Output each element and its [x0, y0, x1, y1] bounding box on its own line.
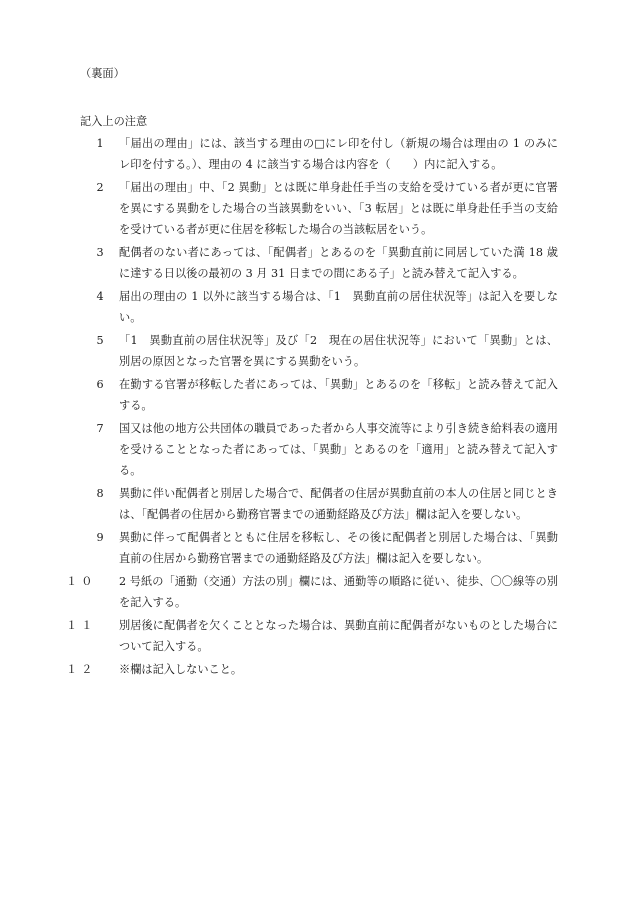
note-text: 異動に伴って配偶者とともに住居を移転し、その後に配偶者と別居した場合は、「異動直前の住居から勤務官署までの通勤経路及び方法」欄は記入を要しない。: [119, 531, 558, 565]
note-text: 「届出の理由」中、「2 異動」とは既に単身赴任手当の支給を受けている者が更に官署を異にする異動をした場合の当該異動をいい、「3 転居」とは既に単身赴任手当の支給を受けている者が更に住居を移転した場合の当該転居をいう。: [119, 181, 558, 236]
note-number: 1: [96, 137, 104, 150]
note-number: 7: [96, 422, 104, 435]
note-text: ※欄は記入しないこと。: [119, 663, 243, 676]
note-item-1: [78, 133, 581, 175]
note-number: 8: [96, 487, 104, 500]
notes-list: [66, 133, 581, 682]
note-text: 「1 異動直前の居住状況等」及び「2 現在の居住状況等」において「異動」とは、別居の原因となった官署を異にする異動をいう。: [119, 334, 558, 368]
section-title: 記入上の注意: [80, 115, 148, 128]
note-text: 届出の理由の 1 以外に該当する場合は、「1 異動直前の居住状況等」は記入を要しない。: [119, 290, 558, 324]
note-text: 別居後に配偶者を欠くこととなった場合は、異動直前に配偶者がないものとした場合について記入する。: [119, 619, 558, 653]
note-item-2: [78, 177, 558, 240]
note-text: 在勤する官署が移転した者にあっては、「異動」とあるのを「移転」と読み替えて記入する。: [119, 378, 558, 412]
note-item-7: [78, 418, 558, 481]
note-number: 6: [96, 378, 104, 391]
note-number: １２: [66, 663, 97, 676]
note-number: 4: [96, 290, 104, 303]
note-item-12: [66, 659, 558, 680]
note-text: 配偶者のない者にあっては、「配偶者」とあるのを「異動直前に同居していた満 18 歳に達する日以後の最初の 3 月 31 日までの間にある子」と読み替えて記入する。: [119, 246, 558, 280]
note-text: 2 号紙の「通勤（交通）方法の別」欄には、通勤等の順路に従い、徒歩、〇〇線等の別を記入する。: [119, 575, 558, 609]
note-item-5: [78, 330, 558, 372]
note-item-3: [78, 242, 558, 284]
note-number: １０: [66, 575, 97, 588]
note-item-4: [78, 286, 558, 328]
note-item-8: [78, 483, 558, 525]
note-item-10: [66, 571, 558, 613]
note-number: 9: [96, 531, 104, 544]
note-number: 2: [96, 181, 104, 194]
note-number: 3: [96, 246, 104, 259]
note-text: 異動に伴い配偶者と別居した場合で、配偶者の住居が異動直前の本人の住居と同じときは、「配偶者の住居から勤務官署までの通勤経路及び方法」欄は記入を要しない。: [119, 487, 558, 521]
note-text: 国又は他の地方公共団体の職員であった者から人事交流等により引き続き給料表の適用を受けることとなった者にあっては、「異動」とあるのを「適用」と読み替えて記入する。: [119, 422, 558, 477]
note-number: １１: [66, 619, 97, 632]
note-item-11: [66, 615, 558, 657]
note-number: 5: [96, 334, 104, 347]
page-side-label: （裏面）: [80, 67, 125, 80]
note-item-6: [78, 374, 558, 416]
note-text: 「届出の理由」には、該当する理由の□にレ印を付し（新規の場合は理由の 1 のみに レ印を付する。）、理由の 4 に該当する場合は内容を（ ）内に記入する。: [119, 137, 581, 171]
note-item-9: [78, 527, 558, 569]
